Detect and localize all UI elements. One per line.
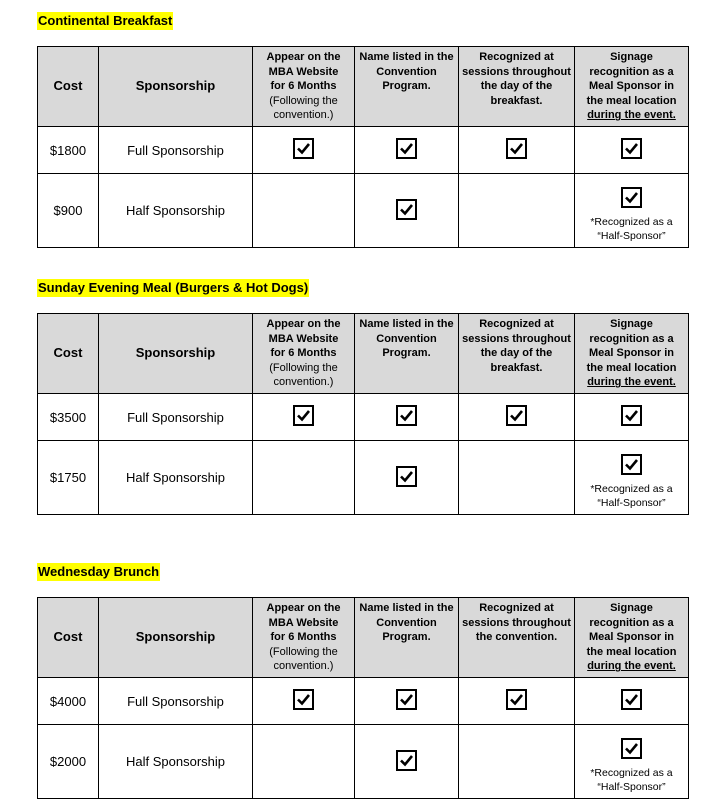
sponsorship-cell: Half Sponsorship	[99, 725, 253, 799]
half-sponsor-note: *Recognized as a “Half-Sponsor”	[590, 766, 673, 793]
header-sponsorship: Sponsorship	[99, 47, 253, 127]
header-cost: Cost	[38, 598, 99, 678]
header-signage: Signage recognition as a Meal Sponsor in the meal location during the event.	[575, 314, 689, 394]
checkbox-checked-icon	[621, 187, 642, 208]
header-website: Appear on the MBA Website for 6 Months (Following the convention.)	[253, 598, 355, 678]
checkbox-checked-icon	[396, 199, 417, 220]
half-sponsor-note: *Recognized as a “Half-Sponsor”	[590, 482, 673, 509]
checkbox-checked-icon	[396, 405, 417, 426]
header-program: Name listed in the Convention Program.	[355, 47, 459, 127]
header-sponsorship: Sponsorship	[99, 314, 253, 394]
section-title: Sunday Evening Meal (Burgers & Hot Dogs)	[38, 280, 309, 295]
table-row	[38, 441, 689, 515]
header-recognized: Recognized at sessions throughout the convention.	[459, 598, 575, 678]
header-sponsorship: Sponsorship	[99, 598, 253, 678]
sponsorship-table	[37, 597, 689, 799]
checkbox-checked-icon	[396, 750, 417, 771]
checkbox-checked-icon	[621, 405, 642, 426]
half-sponsor-note: *Recognized as a “Half-Sponsor”	[590, 215, 673, 242]
checkbox-checked-icon	[506, 138, 527, 159]
header-signage: Signage recognition as a Meal Sponsor in the meal location during the event.	[575, 47, 689, 127]
table-row	[38, 174, 689, 248]
sponsorship-table	[37, 313, 689, 515]
header-website: Appear on the MBA Website for 6 Months (Following the convention.)	[253, 47, 355, 127]
sponsorship-cell: Full Sponsorship	[99, 127, 253, 174]
sponsorship-cell: Full Sponsorship	[99, 394, 253, 441]
checkbox-checked-icon	[396, 138, 417, 159]
header-program: Name listed in the Convention Program.	[355, 598, 459, 678]
table-row	[38, 678, 689, 725]
header-website: Appear on the MBA Website for 6 Months (Following the convention.)	[253, 314, 355, 394]
checkbox-checked-icon	[293, 689, 314, 710]
table-row	[38, 725, 689, 799]
header-cost: Cost	[38, 47, 99, 127]
checkbox-checked-icon	[506, 689, 527, 710]
sponsorship-cell: Half Sponsorship	[99, 174, 253, 248]
header-signage: Signage recognition as a Meal Sponsor in the meal location during the event.	[575, 598, 689, 678]
checkbox-checked-icon	[621, 454, 642, 475]
checkbox-checked-icon	[621, 738, 642, 759]
checkbox-checked-icon	[621, 689, 642, 710]
sponsorship-cell: Half Sponsorship	[99, 441, 253, 515]
sponsorship-cell: Full Sponsorship	[99, 678, 253, 725]
cost-cell: $2000	[38, 725, 99, 799]
cost-cell: $1800	[38, 127, 99, 174]
checkbox-checked-icon	[293, 405, 314, 426]
checkbox-checked-icon	[506, 405, 527, 426]
section-title: Wednesday Brunch	[38, 564, 160, 579]
checkbox-checked-icon	[396, 466, 417, 487]
header-recognized: Recognized at sessions throughout the day of the breakfast.	[459, 47, 575, 127]
table-row	[38, 127, 689, 174]
header-cost: Cost	[38, 314, 99, 394]
sponsorship-table	[37, 46, 689, 248]
table-row	[38, 394, 689, 441]
checkbox-checked-icon	[293, 138, 314, 159]
header-recognized: Recognized at sessions throughout the day of the breakfast.	[459, 314, 575, 394]
cost-cell: $1750	[38, 441, 99, 515]
checkbox-checked-icon	[396, 689, 417, 710]
checkbox-checked-icon	[621, 138, 642, 159]
cost-cell: $4000	[38, 678, 99, 725]
cost-cell: $3500	[38, 394, 99, 441]
header-program: Name listed in the Convention Program.	[355, 314, 459, 394]
cost-cell: $900	[38, 174, 99, 248]
section-title: Continental Breakfast	[38, 13, 173, 28]
